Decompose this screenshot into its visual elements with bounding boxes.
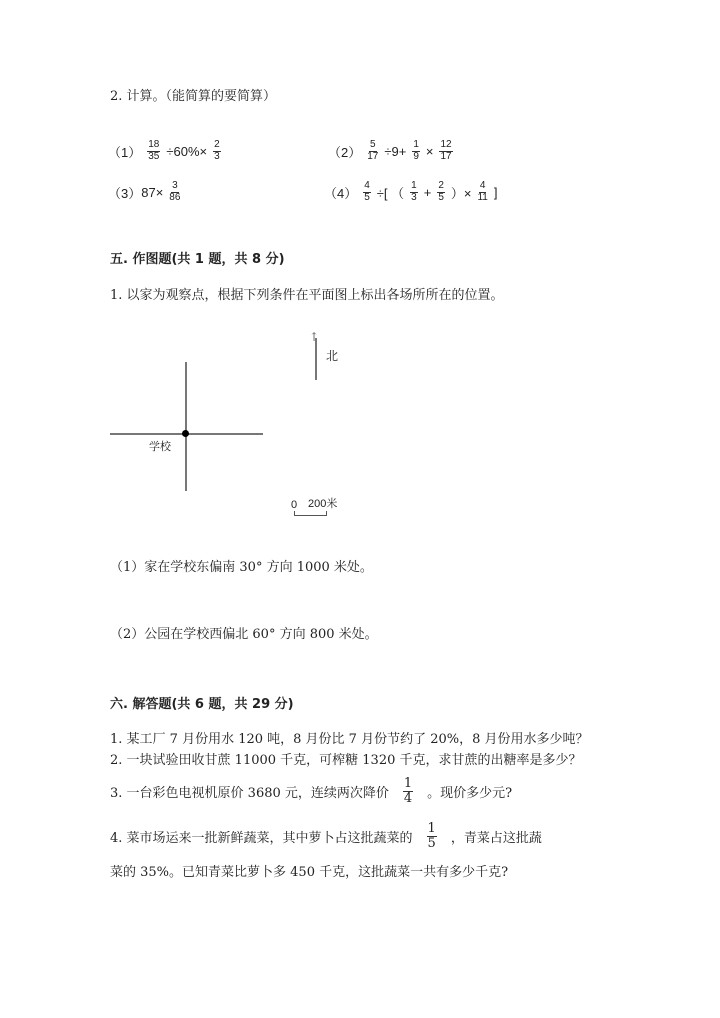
section5-sub1: （1）家在学校东偏南 30° 方向 1000 米处。 <box>110 560 373 575</box>
fraction: $\frac{1}{5}$ <box>427 821 436 851</box>
item-label: （2） <box>328 144 362 160</box>
section6-q4: 4. 菜市场运来一批新鲜蔬菜，其中萝卜占这批蔬菜的 $\frac{1}{5}$ ，青菜占这批蔬 <box>110 821 542 851</box>
operator: 87× <box>141 184 164 200</box>
operator: × <box>425 143 434 159</box>
section5-sub2: （2）公园在学校西偏北 60° 方向 800 米处。 <box>110 627 378 642</box>
item-label: （4） <box>324 185 358 201</box>
fraction: $\frac{5}{17}$ <box>367 139 379 162</box>
fraction: $\frac{12}{17}$ <box>440 139 452 162</box>
fraction: $\frac{4}{5}$ <box>364 180 370 203</box>
calc-item-1 <box>108 140 227 162</box>
section6-q2: 2. 一块试验田收甘蔗 11000 千克，可榨糖 1320 千克，求甘蔗的出糖率是多少？ <box>110 753 582 768</box>
north-label: 北 <box>326 349 339 363</box>
operator: ] <box>493 184 498 200</box>
fraction: $\frac{4}{11}$ <box>477 180 488 203</box>
section6-q1: 1. 某工厂 7 月份用水 120 吨，8 月份比 7 月份节约了 20%，8 月份用水多少吨？ <box>110 732 589 747</box>
calc-item-4 <box>324 181 497 203</box>
calc-title: 2. 计算。（能简算的要简算） <box>110 89 277 104</box>
scale-zero: 0 <box>291 499 298 511</box>
item-label: （1） <box>108 144 142 160</box>
scale-bar <box>294 511 327 516</box>
fraction: $\frac{2}{3}$ <box>214 139 220 162</box>
fraction: $\frac{2}{5}$ <box>438 180 444 203</box>
section6-header: 六. 解答题(共 6 题，共 29 分) <box>110 697 294 712</box>
operator: ÷[ （ <box>376 185 405 201</box>
fraction: $\frac{1}{9}$ <box>413 139 419 162</box>
item-label: （3） <box>108 185 142 201</box>
vertical-axis <box>185 362 187 491</box>
fraction: $\frac{1}{4}$ <box>403 776 413 806</box>
school-point <box>182 430 189 437</box>
section6-q4-cont: 菜的 35%。已知青菜比萝卜多 450 千克，这批蔬菜一共有多少千克? <box>110 865 509 880</box>
section6-q3: 3. 一台彩色电视机原价 3680 元，连续两次降价 $\frac{1}{4}$ 。现价多少元? <box>110 776 513 806</box>
operator: ÷60%× <box>166 143 208 159</box>
school-label: 学校 <box>149 440 171 453</box>
scale-label: 200米 <box>308 498 338 510</box>
operator: ）× <box>450 185 472 201</box>
operator: ÷9+ <box>384 143 407 159</box>
fraction: $\frac{18}{35}$ <box>148 139 160 162</box>
section5-header: 五. 作图题(共 1 题，共 8 分) <box>110 252 285 267</box>
fraction: $\frac{1}{3}$ <box>411 180 417 203</box>
calc-item-2 <box>328 140 459 162</box>
fraction: $\frac{3}{86}$ <box>169 180 181 203</box>
calc-item-3 <box>108 181 186 203</box>
operator: + <box>423 184 432 200</box>
section5-q1: 1. 以家为观察点，根据下列条件在平面图上标出各场所所在的位置。 <box>110 288 504 303</box>
north-arrow-shaft <box>315 338 317 380</box>
north-arrow-icon: ↑ <box>309 330 320 344</box>
